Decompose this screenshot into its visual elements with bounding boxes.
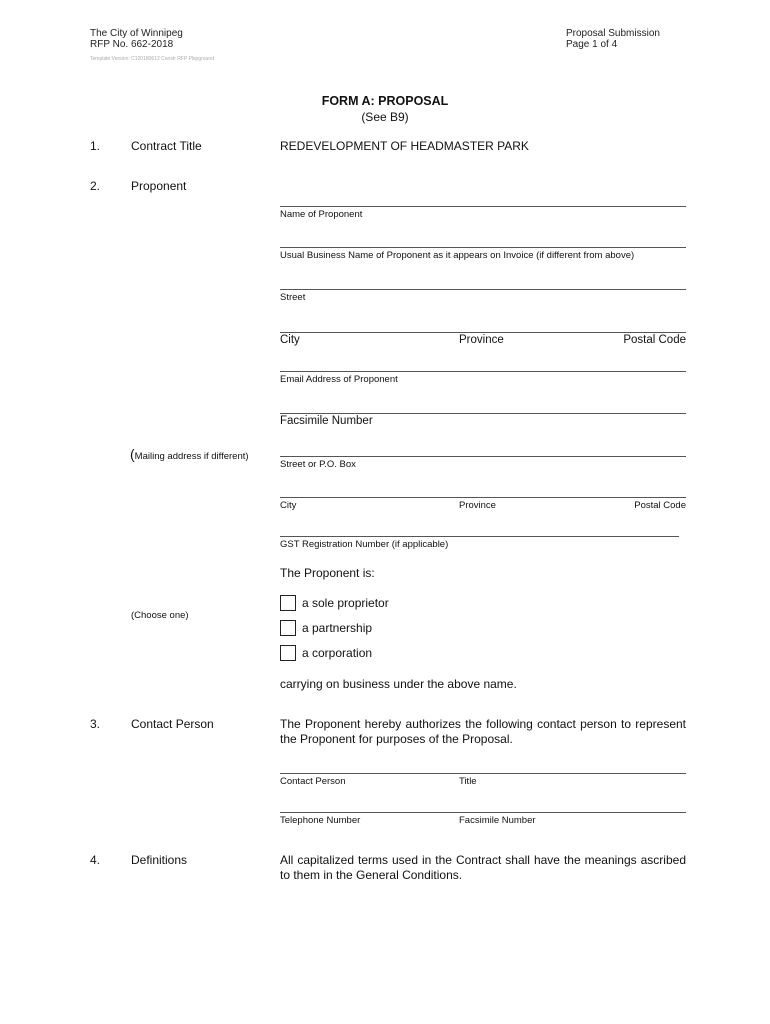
street-caption: Street <box>280 292 306 303</box>
proponent-name-line[interactable] <box>280 206 686 207</box>
province-caption: Province <box>459 334 504 346</box>
mail-city-caption: City <box>280 500 297 511</box>
city-caption: City <box>280 334 300 346</box>
header-doc-type: Proposal Submission <box>566 28 660 39</box>
sole-proprietor-label: a sole proprietor <box>302 596 389 610</box>
corporation-label: a corporation <box>302 646 373 660</box>
mail-province-caption: Province <box>459 500 496 511</box>
email-caption: Email Address of Proponent <box>280 374 398 385</box>
section-4-label: Definitions <box>131 853 188 867</box>
carrying-on-text: carrying on business under the above name. <box>280 677 517 691</box>
definitions-paragraph: All capitalized terms used in the Contract shall have the meanings ascribed to them in the General Conditions. <box>280 853 686 882</box>
mail-street-caption: Street or P.O. Box <box>280 459 356 470</box>
mail-street-line[interactable] <box>280 456 686 457</box>
mailing-address-label <box>130 446 249 462</box>
mail-postal-caption: Postal Code <box>634 500 686 511</box>
partnership-checkbox[interactable] <box>280 620 296 636</box>
contact-fax-caption: Facsimile Number <box>459 815 536 826</box>
section-3-label: Contact Person <box>131 717 214 731</box>
business-name-line[interactable] <box>280 247 686 248</box>
fax-caption: Facsimile Number <box>280 415 373 427</box>
mailing-address-text: Mailing address if different) <box>134 451 249 462</box>
contact-title-caption: Title <box>459 776 477 787</box>
section-4-number: 4. <box>90 853 101 867</box>
template-version: Template Version: C120180612 Constr RFP Playground <box>90 56 214 62</box>
section-1-label: Contract Title <box>131 139 202 153</box>
form-subtitle: (See B9) <box>361 110 409 124</box>
gst-caption: GST Registration Number (if applicable) <box>280 539 449 550</box>
mail-city-line[interactable] <box>280 497 686 498</box>
choose-one-label: (Choose one) <box>131 610 189 621</box>
mailing-address-paren: ( <box>130 446 135 462</box>
telephone-caption: Telephone Number <box>280 815 361 826</box>
section-3-number: 3. <box>90 717 101 731</box>
email-line[interactable] <box>280 371 686 372</box>
street-line[interactable] <box>280 289 686 290</box>
section-1-number: 1. <box>90 139 101 153</box>
partnership-label: a partnership <box>302 621 373 635</box>
sole-proprietor-checkbox[interactable] <box>280 595 296 611</box>
gst-line[interactable] <box>280 536 679 537</box>
header-rfp-number: RFP No. 662-2018 <box>90 39 174 50</box>
postal-code-caption: Postal Code <box>623 334 686 346</box>
header-org: The City of Winnipeg <box>90 28 183 39</box>
contact-title-line[interactable] <box>280 773 686 774</box>
header-page-number: Page 1 of 4 <box>566 39 618 50</box>
form-title: FORM A: PROPOSAL <box>321 94 449 108</box>
phone-fax-line[interactable] <box>280 812 686 813</box>
section-2-number: 2. <box>90 179 101 193</box>
corporation-checkbox[interactable] <box>280 645 296 661</box>
business-name-caption: Usual Business Name of Proponent as it appears on Invoice (if different from above) <box>280 250 635 261</box>
fax-line[interactable] <box>280 413 686 414</box>
section-2-label: Proponent <box>131 179 187 193</box>
city-province-postal-line[interactable] <box>280 332 686 333</box>
proponent-name-caption: Name of Proponent <box>280 209 363 220</box>
contract-title-value: REDEVELOPMENT OF HEADMASTER PARK <box>280 139 529 153</box>
contact-person-caption: Contact Person <box>280 776 346 787</box>
proponent-is-label: The Proponent is: <box>280 566 375 580</box>
contact-person-paragraph: The Proponent hereby authorizes the following contact person to represent the Proponent for purposes of the Proposal. <box>280 717 686 746</box>
